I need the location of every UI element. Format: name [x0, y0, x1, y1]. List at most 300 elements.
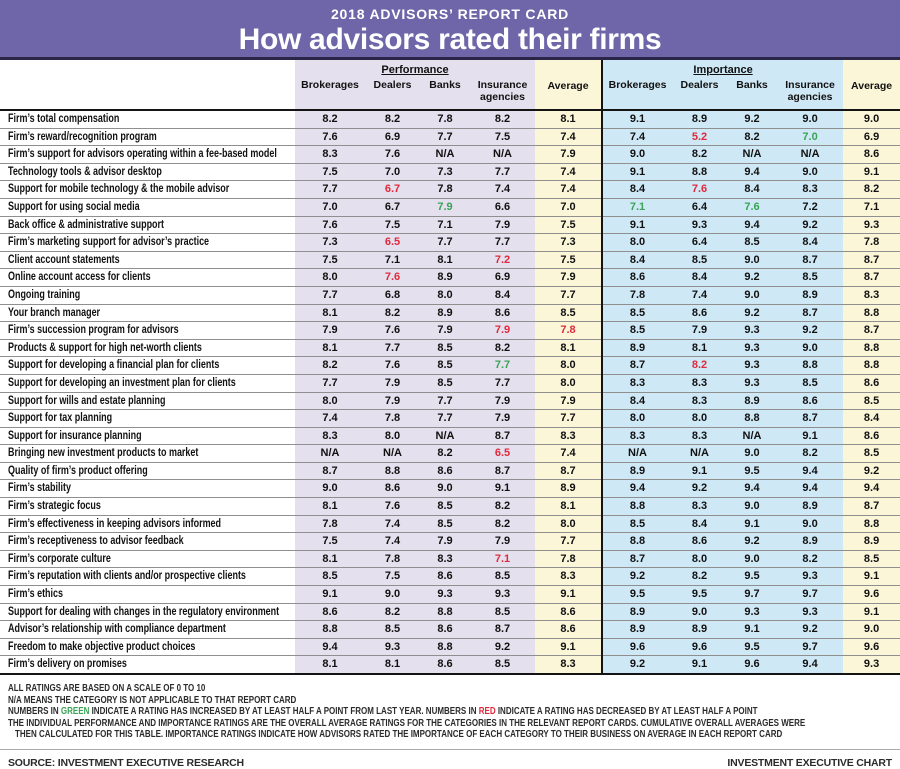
- rating-cell: 8.5: [420, 374, 470, 392]
- rating-cell: 7.0: [777, 128, 843, 146]
- rating-cell: 9.0: [727, 445, 777, 463]
- rating-cell: 8.9: [602, 462, 672, 480]
- rating-cell: 8.8: [602, 498, 672, 516]
- rating-cell: 8.6: [843, 427, 900, 445]
- rating-cell: 9.4: [727, 163, 777, 181]
- rating-cell: 9.6: [672, 638, 727, 656]
- rating-cell: 7.7: [470, 234, 535, 252]
- rating-cell: 8.7: [470, 462, 535, 480]
- rating-cell: 7.7: [470, 163, 535, 181]
- row-label: Firm’s ethics: [0, 586, 295, 604]
- rating-cell: 8.6: [420, 568, 470, 586]
- rating-cell: 8.2: [470, 110, 535, 128]
- rating-cell: 8.3: [602, 427, 672, 445]
- rating-cell: 8.7: [843, 498, 900, 516]
- rating-cell: 7.1: [365, 251, 420, 269]
- rating-cell: 8.0: [420, 286, 470, 304]
- rating-cell: 8.8: [843, 304, 900, 322]
- rating-cell: 8.9: [777, 498, 843, 516]
- rating-cell: 7.5: [470, 128, 535, 146]
- rating-cell: 8.0: [602, 234, 672, 252]
- rating-cell: 8.8: [420, 603, 470, 621]
- rating-cell: 9.3: [727, 603, 777, 621]
- table-row: [0, 269, 900, 287]
- rating-cell: 8.3: [535, 656, 602, 674]
- rating-cell: 9.1: [843, 568, 900, 586]
- table-row: [0, 216, 900, 234]
- performance-group-header: Performance: [295, 60, 535, 79]
- table-row: [0, 638, 900, 656]
- table-header: [0, 60, 900, 110]
- table-row: [0, 586, 900, 604]
- rating-cell: 8.3: [843, 286, 900, 304]
- row-label: Support for insurance planning: [0, 427, 295, 445]
- footnote-line: ALL RATINGS ARE BASED ON A SCALE OF 0 TO 10: [8, 683, 206, 694]
- rating-cell: 7.5: [535, 216, 602, 234]
- rating-cell: 9.3: [365, 638, 420, 656]
- rating-cell: 9.1: [470, 480, 535, 498]
- rating-cell: 8.9: [420, 269, 470, 287]
- rating-cell: 9.0: [777, 515, 843, 533]
- table-row: [0, 480, 900, 498]
- rating-cell: 8.4: [843, 410, 900, 428]
- row-label: Support for developing an investment plan for clients: [0, 374, 295, 392]
- rating-cell: 8.7: [535, 462, 602, 480]
- rating-cell: 9.2: [777, 322, 843, 340]
- table-row: [0, 286, 900, 304]
- rating-cell: 9.1: [535, 586, 602, 604]
- rating-cell: 7.9: [365, 374, 420, 392]
- rating-cell: 8.5: [470, 603, 535, 621]
- row-label: Firm’s reputation with clients and/or prospective clients: [0, 568, 295, 586]
- chart-header: [0, 0, 900, 60]
- rating-cell: 7.7: [470, 357, 535, 375]
- rating-cell: 8.6: [365, 480, 420, 498]
- footnote-line: THE INDIVIDUAL PERFORMANCE AND IMPORTANCE RATINGS ARE THE OVERALL AVERAGE RATINGS FOR THE CATEGORIES IN THE RELEVANT REPORT CARDS. CUMULATIVE OVERALL AVERAGES WERE: [8, 717, 806, 729]
- rating-cell: 8.5: [777, 374, 843, 392]
- rating-cell: 8.2: [672, 357, 727, 375]
- rating-cell: 9.0: [777, 339, 843, 357]
- rating-cell: 7.7: [295, 374, 365, 392]
- rating-cell: 7.7: [420, 392, 470, 410]
- rating-cell: 9.5: [727, 568, 777, 586]
- row-label: Ongoing training: [0, 286, 295, 304]
- rating-cell: 8.8: [295, 621, 365, 639]
- rating-cell: 9.7: [727, 586, 777, 604]
- rating-cell: 8.4: [672, 515, 727, 533]
- rating-cell: 8.8: [672, 163, 727, 181]
- rating-cell: 6.7: [365, 181, 420, 199]
- rating-cell: 9.5: [672, 586, 727, 604]
- rating-cell: 9.0: [843, 621, 900, 639]
- rating-cell: 7.3: [420, 163, 470, 181]
- table-row: [0, 427, 900, 445]
- row-label: Firm’s support for advisors operating within a fee-based model: [0, 146, 295, 164]
- rating-cell: 6.5: [470, 445, 535, 463]
- rating-cell: 7.9: [535, 269, 602, 287]
- rating-cell: 8.1: [535, 339, 602, 357]
- rating-cell: 8.8: [727, 410, 777, 428]
- row-label: Technology tools & advisor desktop: [0, 163, 295, 181]
- rating-cell: 8.9: [843, 533, 900, 551]
- rating-cell: 9.1: [602, 163, 672, 181]
- table-row: [0, 392, 900, 410]
- rating-cell: 9.1: [535, 638, 602, 656]
- rating-cell: 7.7: [365, 339, 420, 357]
- rating-cell: N/A: [420, 427, 470, 445]
- row-label: Advisor’s relationship with compliance department: [0, 621, 295, 639]
- rating-cell: 9.6: [843, 586, 900, 604]
- table-row: [0, 128, 900, 146]
- rating-cell: 7.6: [295, 216, 365, 234]
- rating-cell: 7.9: [470, 533, 535, 551]
- rating-cell: 9.2: [672, 480, 727, 498]
- rating-cell: 9.1: [672, 656, 727, 674]
- rating-cell: 7.1: [843, 198, 900, 216]
- rating-cell: 7.8: [365, 550, 420, 568]
- rating-cell: 8.3: [777, 181, 843, 199]
- rating-cell: 8.7: [602, 357, 672, 375]
- importance-group-header: Importance: [602, 60, 843, 79]
- perf-banks-header: Banks: [420, 79, 470, 110]
- table-row: [0, 251, 900, 269]
- rating-cell: 8.6: [843, 374, 900, 392]
- rating-cell: 8.7: [295, 462, 365, 480]
- rating-cell: 9.3: [672, 216, 727, 234]
- rating-cell: 5.2: [672, 128, 727, 146]
- rating-cell: 9.3: [727, 322, 777, 340]
- rating-cell: 7.7: [470, 374, 535, 392]
- table-row: [0, 515, 900, 533]
- rating-cell: 9.0: [727, 251, 777, 269]
- kicker: 2018 ADVISORS’ REPORT CARD: [330, 6, 570, 22]
- rating-cell: 7.9: [365, 392, 420, 410]
- rating-cell: 8.3: [672, 498, 727, 516]
- rating-cell: 9.1: [727, 621, 777, 639]
- rating-cell: 7.3: [535, 234, 602, 252]
- row-label: Back office & administrative support: [0, 216, 295, 234]
- rating-cell: 8.8: [602, 533, 672, 551]
- rating-cell: 7.7: [535, 410, 602, 428]
- rating-cell: 9.2: [602, 656, 672, 674]
- rating-cell: 8.6: [535, 621, 602, 639]
- rating-cell: 8.8: [420, 638, 470, 656]
- rating-cell: 8.7: [777, 251, 843, 269]
- footnote-line: NUMBERS IN GREEN INDICATE A RATING HAS INCREASED BY AT LEAST HALF A POINT FROM LAST YEAR. NUMBERS IN RED INDICATE A RATING HAS DECREASED BY AT LEAST HALF A POINT: [8, 706, 758, 717]
- rating-cell: 7.9: [470, 216, 535, 234]
- rating-cell: 9.0: [727, 498, 777, 516]
- table-row: [0, 550, 900, 568]
- rating-cell: 6.4: [672, 198, 727, 216]
- table-row: [0, 445, 900, 463]
- rating-cell: 7.6: [365, 357, 420, 375]
- rating-cell: 8.0: [535, 357, 602, 375]
- rating-cell: 8.7: [843, 251, 900, 269]
- table-row: [0, 568, 900, 586]
- rating-cell: 8.1: [672, 339, 727, 357]
- table-row: [0, 304, 900, 322]
- row-label: Support for tax planning: [0, 410, 295, 428]
- rating-cell: 8.3: [420, 550, 470, 568]
- row-label: Support for mobile technology & the mobile advisor: [0, 181, 295, 199]
- rating-cell: 9.0: [602, 146, 672, 164]
- rating-cell: 9.7: [777, 586, 843, 604]
- rating-cell: 7.6: [365, 498, 420, 516]
- table-row: [0, 462, 900, 480]
- rating-cell: 9.4: [777, 656, 843, 674]
- rating-cell: 9.3: [777, 603, 843, 621]
- row-label: Firm’s delivery on promises: [0, 656, 295, 674]
- rating-cell: 8.5: [843, 445, 900, 463]
- rating-cell: 8.2: [295, 357, 365, 375]
- rating-cell: 7.4: [470, 181, 535, 199]
- rating-cell: 8.1: [295, 656, 365, 674]
- rating-cell: 8.7: [470, 621, 535, 639]
- rating-cell: 7.4: [535, 163, 602, 181]
- rating-cell: 8.4: [470, 286, 535, 304]
- source-credit: SOURCE: INVESTMENT EXECUTIVE RESEARCH: [8, 756, 244, 769]
- rating-cell: 9.2: [777, 216, 843, 234]
- rating-cell: 9.4: [295, 638, 365, 656]
- row-label: Freedom to make objective product choices: [0, 638, 295, 656]
- rating-cell: 7.0: [365, 163, 420, 181]
- table-row: [0, 234, 900, 252]
- rating-cell: 8.3: [535, 568, 602, 586]
- rating-cell: 9.0: [777, 163, 843, 181]
- rating-cell: N/A: [295, 445, 365, 463]
- rating-cell: 9.3: [843, 656, 900, 674]
- rating-cell: 9.0: [672, 603, 727, 621]
- rating-cell: 8.8: [843, 515, 900, 533]
- rating-cell: 8.5: [420, 515, 470, 533]
- rating-cell: 8.9: [602, 621, 672, 639]
- table-row: [0, 198, 900, 216]
- rating-cell: 8.0: [602, 410, 672, 428]
- rating-cell: 8.6: [843, 146, 900, 164]
- imp-dealers-header: Dealers: [672, 79, 727, 110]
- row-label: Support for dealing with changes in the regulatory environment: [0, 603, 295, 621]
- row-label: Quality of firm’s product offering: [0, 462, 295, 480]
- table-row: [0, 163, 900, 181]
- rating-cell: 7.9: [470, 322, 535, 340]
- rating-cell: N/A: [602, 445, 672, 463]
- rating-cell: 9.3: [843, 216, 900, 234]
- rating-cell: 7.9: [672, 322, 727, 340]
- rating-cell: 8.1: [295, 550, 365, 568]
- imp-insurance-header: Insurance agencies: [777, 79, 843, 110]
- rating-cell: 7.2: [470, 251, 535, 269]
- rating-cell: 8.8: [843, 339, 900, 357]
- rating-cell: 8.8: [777, 357, 843, 375]
- rating-cell: 8.0: [295, 392, 365, 410]
- rating-cell: 8.5: [365, 621, 420, 639]
- rating-cell: 8.6: [672, 533, 727, 551]
- rating-cell: 8.2: [365, 603, 420, 621]
- rating-cell: 9.1: [777, 427, 843, 445]
- row-label: Client account statements: [0, 251, 295, 269]
- rating-cell: 9.2: [727, 304, 777, 322]
- performance-average-header: Average: [535, 60, 602, 110]
- rating-cell: 8.0: [535, 515, 602, 533]
- footnote-line: THEN CALCULATED FOR THIS TABLE. IMPORTANCE RATINGS INDICATE HOW ADVISORS RATED THE IMPORTANCE OF EACH CATEGORY TO THEIR BUSINESS ON AVERAGE IN EACH REPORT CARD: [15, 729, 783, 740]
- category-header-spacer: [0, 79, 295, 110]
- rating-cell: 9.6: [727, 656, 777, 674]
- row-label: Bringing new investment products to market: [0, 445, 295, 463]
- rating-cell: 6.4: [672, 234, 727, 252]
- rating-cell: 8.4: [727, 181, 777, 199]
- rating-cell: 8.1: [295, 304, 365, 322]
- rating-cell: 9.2: [843, 462, 900, 480]
- rating-cell: 9.0: [727, 550, 777, 568]
- table-row: [0, 339, 900, 357]
- rating-cell: 9.4: [727, 480, 777, 498]
- rating-cell: 8.5: [420, 339, 470, 357]
- rating-cell: 7.8: [602, 286, 672, 304]
- rating-cell: N/A: [365, 445, 420, 463]
- rating-cell: 7.7: [420, 128, 470, 146]
- rating-cell: 6.9: [470, 269, 535, 287]
- rating-cell: N/A: [727, 427, 777, 445]
- row-label: Firm’s succession program for advisors: [0, 322, 295, 340]
- rating-cell: N/A: [470, 146, 535, 164]
- perf-brokerages-header: Brokerages: [295, 79, 365, 110]
- rating-cell: 8.6: [295, 603, 365, 621]
- rating-cell: 8.4: [602, 181, 672, 199]
- rating-cell: 9.1: [295, 586, 365, 604]
- rating-cell: 8.9: [672, 110, 727, 128]
- rating-cell: 7.5: [535, 251, 602, 269]
- rating-cell: 8.2: [777, 550, 843, 568]
- rating-cell: 6.7: [365, 198, 420, 216]
- rating-cell: 9.4: [777, 462, 843, 480]
- table-row: [0, 656, 900, 674]
- rating-cell: 7.6: [672, 181, 727, 199]
- rating-cell: 8.9: [535, 480, 602, 498]
- rating-cell: 8.0: [672, 410, 727, 428]
- row-label: Firm’s reward/recognition program: [0, 128, 295, 146]
- rating-cell: 8.4: [672, 269, 727, 287]
- rating-cell: 8.7: [777, 304, 843, 322]
- rating-cell: 8.6: [672, 304, 727, 322]
- rating-cell: 7.7: [420, 410, 470, 428]
- page-title: How advisors rated their firms: [238, 23, 662, 56]
- rating-cell: 9.6: [602, 638, 672, 656]
- rating-cell: 8.7: [602, 550, 672, 568]
- rating-cell: 8.9: [727, 392, 777, 410]
- row-label: Online account access for clients: [0, 269, 295, 287]
- rating-cell: 8.2: [365, 110, 420, 128]
- rating-cell: 7.4: [535, 181, 602, 199]
- row-label: Firm’s strategic focus: [0, 498, 295, 516]
- rating-cell: 8.0: [672, 550, 727, 568]
- rating-cell: 7.6: [295, 128, 365, 146]
- rating-cell: 7.0: [535, 198, 602, 216]
- rating-cell: 8.6: [777, 392, 843, 410]
- rating-cell: 8.5: [843, 392, 900, 410]
- rating-cell: 8.2: [843, 181, 900, 199]
- rating-cell: 7.2: [777, 198, 843, 216]
- row-label: Firm’s receptiveness to advisor feedback: [0, 533, 295, 551]
- rating-cell: 8.3: [535, 427, 602, 445]
- table-row: [0, 374, 900, 392]
- importance-average-header: Average: [843, 60, 900, 110]
- rating-cell: 8.2: [777, 445, 843, 463]
- row-label: Support for wills and estate planning: [0, 392, 295, 410]
- rating-cell: 8.5: [420, 357, 470, 375]
- table-body: [0, 110, 900, 674]
- rating-cell: 8.2: [295, 110, 365, 128]
- rating-cell: 9.2: [470, 638, 535, 656]
- rating-cell: 8.3: [672, 392, 727, 410]
- rating-cell: 9.4: [777, 480, 843, 498]
- rating-cell: 9.3: [727, 339, 777, 357]
- row-label: Firm’s effectiveness in keeping advisors informed: [0, 515, 295, 533]
- rating-cell: 7.4: [365, 515, 420, 533]
- rating-cell: 9.2: [727, 110, 777, 128]
- rating-cell: 9.5: [602, 586, 672, 604]
- rating-cell: 8.0: [365, 427, 420, 445]
- rating-cell: 7.5: [365, 568, 420, 586]
- rating-cell: 8.6: [420, 621, 470, 639]
- rating-cell: 8.2: [420, 445, 470, 463]
- row-label: Your branch manager: [0, 304, 295, 322]
- footnotes: [0, 675, 900, 741]
- rating-cell: 7.6: [365, 146, 420, 164]
- rating-cell: 8.7: [843, 269, 900, 287]
- rating-cell: 9.4: [843, 480, 900, 498]
- rating-cell: 8.5: [727, 234, 777, 252]
- footer-row: [0, 749, 900, 769]
- rating-cell: 9.2: [727, 269, 777, 287]
- rating-cell: 7.9: [420, 322, 470, 340]
- rating-cell: 7.9: [470, 410, 535, 428]
- row-label: Firm’s corporate culture: [0, 550, 295, 568]
- column-header-row: [0, 79, 900, 110]
- rating-cell: 7.1: [470, 550, 535, 568]
- rating-cell: 6.9: [365, 128, 420, 146]
- rating-cell: 8.1: [365, 656, 420, 674]
- rating-cell: 7.5: [295, 533, 365, 551]
- rating-cell: 9.7: [777, 638, 843, 656]
- rating-cell: 7.9: [535, 392, 602, 410]
- rating-cell: 7.5: [295, 163, 365, 181]
- rating-cell: 8.2: [727, 128, 777, 146]
- table-row: [0, 110, 900, 128]
- rating-cell: 8.4: [777, 234, 843, 252]
- rating-cell: 8.5: [777, 269, 843, 287]
- table-row: [0, 498, 900, 516]
- rating-cell: N/A: [727, 146, 777, 164]
- rating-cell: 8.2: [470, 515, 535, 533]
- rating-cell: 7.4: [535, 128, 602, 146]
- rating-cell: 9.1: [843, 603, 900, 621]
- rating-cell: 7.6: [727, 198, 777, 216]
- rating-cell: 9.3: [777, 568, 843, 586]
- rating-cell: 7.8: [365, 410, 420, 428]
- table-row: [0, 322, 900, 340]
- rating-cell: 8.2: [672, 568, 727, 586]
- rating-cell: 7.8: [420, 110, 470, 128]
- rating-cell: 8.5: [672, 251, 727, 269]
- row-label: Products & support for high net-worth clients: [0, 339, 295, 357]
- rating-cell: 9.1: [602, 216, 672, 234]
- rating-cell: 7.0: [295, 198, 365, 216]
- rating-cell: 9.6: [843, 638, 900, 656]
- rating-cell: 8.6: [420, 462, 470, 480]
- rating-cell: 8.9: [602, 603, 672, 621]
- rating-cell: 8.6: [470, 304, 535, 322]
- rating-cell: 9.0: [843, 110, 900, 128]
